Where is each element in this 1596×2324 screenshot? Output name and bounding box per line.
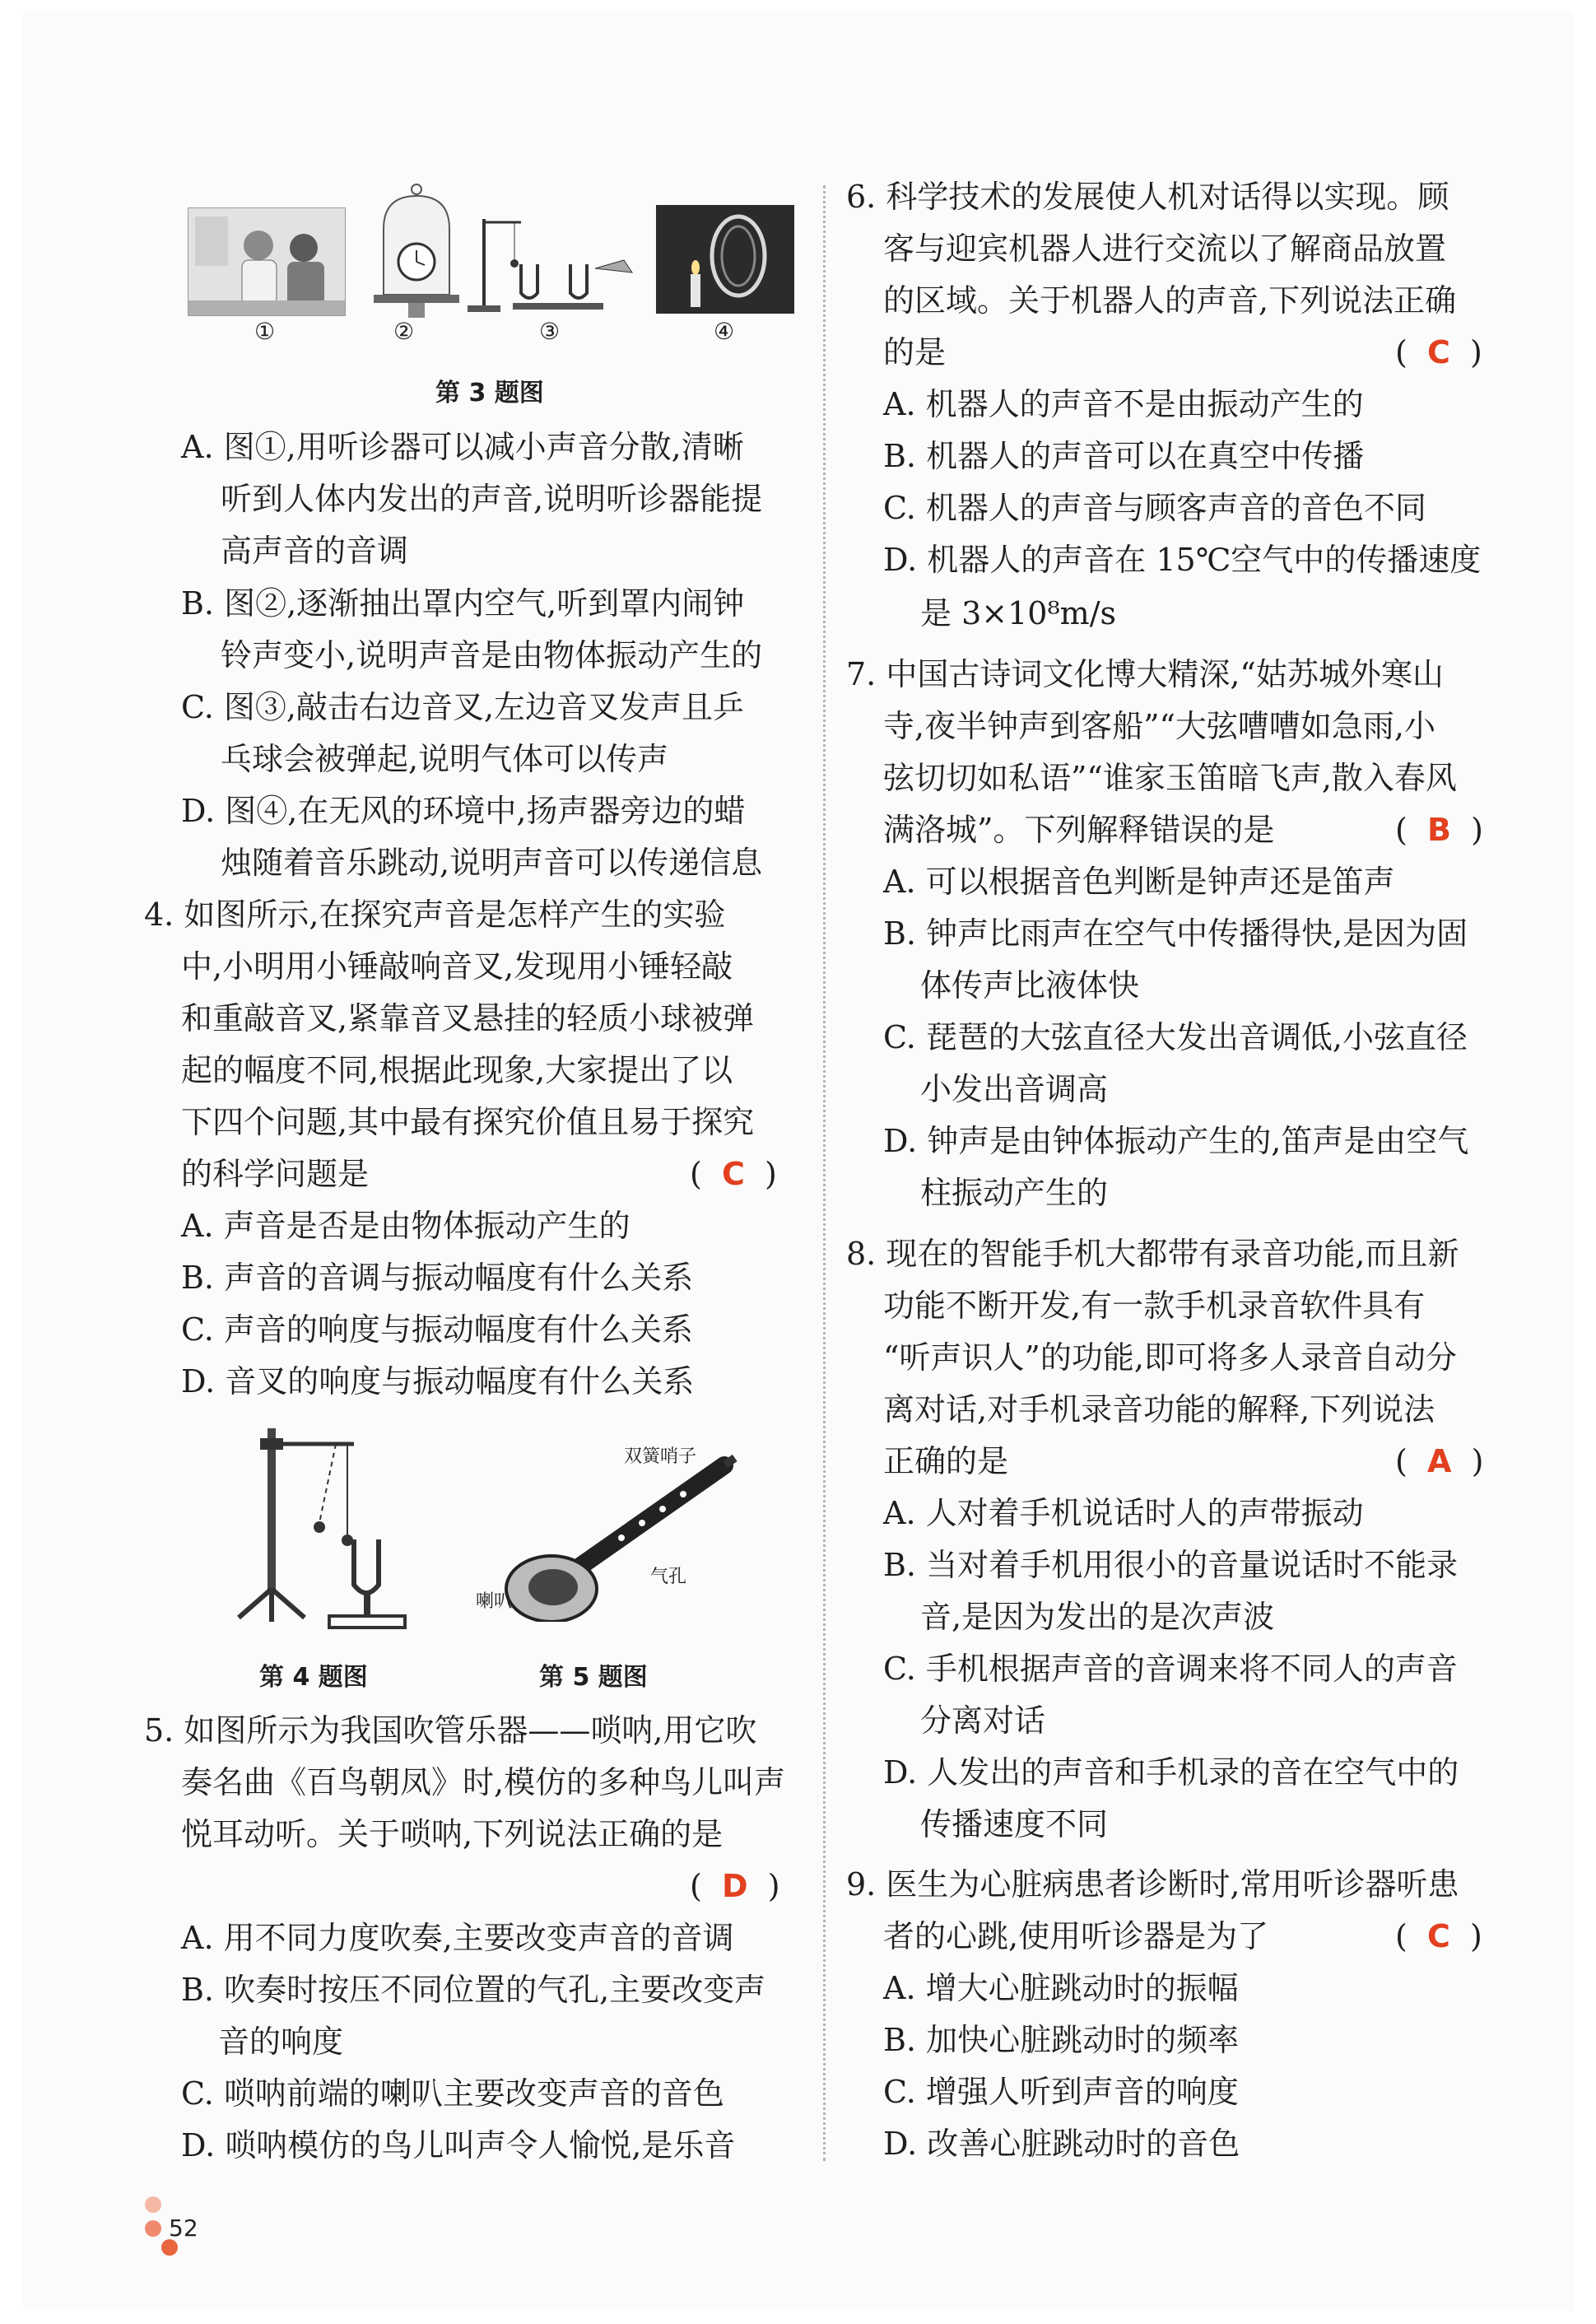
q4-option-d: D. 音叉的响度与振动幅度有什么关系 <box>181 1363 695 1400</box>
q3-option-b-line2: 铃声变小,说明声音是由物体振动产生的 <box>221 637 763 673</box>
q4-answer-blank: ( C ) <box>690 1156 777 1192</box>
figure-3-2-bell-jar <box>367 179 466 319</box>
page-number: 52 <box>169 2215 198 2242</box>
q7-answer-blank: ( B ) <box>1395 812 1483 848</box>
figure-3-label-2: ② <box>393 318 415 345</box>
q8-answer: A <box>1426 1443 1452 1479</box>
q6-option-a: A. 机器人的声音不是由振动产生的 <box>883 386 1364 422</box>
q8-option-d-line2: 传播速度不同 <box>920 1806 1109 1842</box>
q9-option-d: D. 改善心脏跳动时的音色 <box>883 2126 1240 2162</box>
figure-3-label-4: ④ <box>714 318 735 345</box>
q5-answer-blank: ( D ) <box>690 1868 780 1904</box>
q8-option-b-line2: 音,是因为发出的是次声波 <box>920 1599 1275 1635</box>
q5-option-d: D. 唢呐模仿的鸟儿叫声令人愉悦,是乐音 <box>181 2127 736 2163</box>
q7-option-b-line1: B. 钟声比雨声在空气中传播得快,是因为固 <box>883 915 1468 952</box>
q4-stem-line3: 和重敲音叉,紧靠音叉悬挂的轻质小球被弹 <box>181 1000 755 1036</box>
q4-stem-line4: 起的幅度不同,根据此现象,大家提出了以 <box>181 1052 733 1088</box>
q8-option-c-line1: C. 手机根据声音的音调来将不同人的声音 <box>883 1651 1458 1687</box>
q8-stem-line2: 功能不断开发,有一款手机录音软件具有 <box>883 1288 1426 1324</box>
q7-stem-line2: 寺,夜半钟声到客船”“大弦嘈嘈如急雨,小 <box>883 708 1436 744</box>
q7-stem-line1: 7. 中国古诗词文化博大精深,“姑苏城外寒山 <box>846 656 1444 692</box>
q8-stem-line5: 正确的是 <box>883 1443 1009 1479</box>
q7-option-c-line1: C. 琵琶的大弦直径大发出音调低,小弦直径 <box>883 1019 1468 1055</box>
q6-stem-line2: 客与迎宾机器人进行交流以了解商品放置 <box>883 231 1447 267</box>
q8-stem-line1: 8. 现在的智能手机大都带有录音功能,而且新 <box>846 1236 1459 1272</box>
decorative-dot-3 <box>161 2239 178 2256</box>
q3-option-c-line2: 乓球会被弹起,说明气体可以传声 <box>221 741 669 777</box>
q4-stem-line2: 中,小明用小锤敲响音叉,发现用小锤轻敲 <box>181 948 733 985</box>
q9-stem-line2: 者的心跳,使用听诊器是为了 <box>883 1918 1269 1954</box>
decorative-dot-1 <box>145 2196 161 2213</box>
q3-option-d-line2: 烛随着音乐跳动,说明声音可以传递信息 <box>221 845 763 881</box>
q4-option-a: A. 声音是否是由物体振动产生的 <box>181 1208 630 1244</box>
q5-stem-line1: 5. 如图所示为我国吹管乐器——唢呐,用它吹 <box>144 1712 757 1749</box>
q4-answer: C <box>721 1156 745 1192</box>
q7-answer: B <box>1426 812 1451 848</box>
q6-option-d-line2: 是 3×10⁸m/s <box>920 595 1117 631</box>
figure-5-label-hole: 气孔 <box>650 1567 687 1587</box>
figure-3-caption: 第 3 题图 <box>435 379 544 408</box>
q9-option-a: A. 增大心脏跳动时的振幅 <box>883 1970 1239 2006</box>
q6-stem-line1: 6. 科学技术的发展使人机对话得以实现。顾 <box>846 179 1449 215</box>
q4-option-c: C. 声音的响度与振动幅度有什么关系 <box>181 1311 693 1348</box>
figure-4-tuning-fork-stand <box>222 1420 420 1634</box>
q4-stem-line1: 4. 如图所示,在探究声音是怎样产生的实验 <box>144 897 726 933</box>
q9-answer-blank: ( C ) <box>1395 1918 1482 1954</box>
figure-3-label-1: ① <box>254 318 276 345</box>
q5-stem-line3: 悦耳动听。关于唢呐,下列说法正确的是 <box>181 1816 724 1852</box>
figure-4-caption: 第 4 题图 <box>259 1663 368 1692</box>
q8-option-c-line2: 分离对话 <box>920 1702 1046 1739</box>
figure-3-4-speaker-candle <box>656 205 794 314</box>
figure-5-caption: 第 5 题图 <box>539 1663 648 1692</box>
q5-option-b-line1: B. 吹奏时按压不同位置的气孔,主要改变声 <box>181 1972 766 2008</box>
q7-option-c-line2: 小发出音调高 <box>920 1071 1109 1107</box>
q5-option-c: C. 唢呐前端的喇叭主要改变声音的音色 <box>181 2075 724 2112</box>
figure-5-label-reed: 双簧哨子 <box>624 1446 697 1467</box>
q5-option-b-line2: 音的响度 <box>218 2024 344 2060</box>
q5-answer: D <box>721 1868 748 1904</box>
q6-option-d-line1: D. 机器人的声音在 15℃空气中的传播速度 <box>883 542 1482 578</box>
q3-option-a-line3: 高声音的音调 <box>221 533 409 569</box>
q9-option-c: C. 增强人听到声音的响度 <box>883 2074 1239 2110</box>
q5-option-a: A. 用不同力度吹奏,主要改变声音的音调 <box>181 1920 734 1956</box>
column-divider <box>823 185 826 2161</box>
q6-stem-line4: 的是 <box>883 334 947 370</box>
q4-stem-line6: 的科学问题是 <box>181 1156 370 1192</box>
q7-stem-line4: 满洛城”。下列解释错误的是 <box>883 812 1275 848</box>
figure-5-label-bell: 喇叭 <box>476 1591 513 1612</box>
q6-option-b: B. 机器人的声音可以在真空中传播 <box>883 438 1365 474</box>
q3-option-d-line1: D. 图④,在无风的环境中,扬声器旁边的蜡 <box>181 793 746 829</box>
q7-option-d-line1: D. 钟声是由钟体振动产生的,笛声是由空气 <box>883 1123 1469 1159</box>
q3-option-c-line1: C. 图③,敲击右边音叉,左边音叉发声且乒 <box>181 689 745 725</box>
q7-option-a: A. 可以根据音色判断是钟声还是笛声 <box>883 864 1395 900</box>
q8-option-d-line1: D. 人发出的声音和手机录的音在空气中的 <box>883 1754 1459 1791</box>
q7-option-d-line2: 柱振动产生的 <box>920 1175 1109 1211</box>
figure-5-suona <box>477 1432 749 1622</box>
q3-option-b-line1: B. 图②,逐渐抽出罩内空气,听到罩内闹钟 <box>181 585 745 622</box>
q8-stem-line3: “听声识人”的功能,即可将多人录音自动分 <box>883 1339 1457 1376</box>
q8-option-a: A. 人对着手机说话时人的声带振动 <box>883 1495 1364 1531</box>
q6-stem-line3: 的区域。关于机器人的声音,下列说法正确 <box>883 282 1457 319</box>
q8-option-b-line1: B. 当对着手机用很小的音量说话时不能录 <box>883 1547 1459 1583</box>
q6-option-c: C. 机器人的声音与顾客声音的音色不同 <box>883 490 1426 526</box>
q9-answer: C <box>1426 1918 1450 1954</box>
q9-option-b: B. 加快心脏跳动时的频率 <box>883 2022 1240 2058</box>
q3-option-a-line1: A. 图①,用听诊器可以减小声音分散,清晰 <box>181 429 744 465</box>
q6-answer: C <box>1426 334 1450 370</box>
decorative-dot-2 <box>145 2220 161 2237</box>
figure-3-label-3: ③ <box>539 318 561 345</box>
q6-answer-blank: ( C ) <box>1395 334 1482 370</box>
q7-option-b-line2: 体传声比液体快 <box>920 967 1140 1004</box>
q9-stem-line1: 9. 医生为心脏病患者诊断时,常用听诊器听患 <box>846 1866 1459 1903</box>
q4-stem-line5: 下四个问题,其中最有探究价值且易于探究 <box>181 1104 755 1140</box>
q3-option-a-line2: 听到人体内发出的声音,说明听诊器能提 <box>221 481 763 517</box>
q8-stem-line4: 离对话,对手机录音功能的解释,下列说法 <box>883 1391 1435 1427</box>
q7-stem-line3: 弦切切如私语”“谁家玉笛暗飞声,散入春风 <box>883 760 1457 796</box>
figure-3-3-tuning-forks <box>463 211 644 318</box>
figure-3-1-doctor-image <box>188 207 346 316</box>
q5-stem-line2: 奏名曲《百鸟朝凤》时,模仿的多种鸟儿叫声 <box>181 1764 786 1800</box>
q8-answer-blank: ( A ) <box>1395 1443 1484 1479</box>
q4-option-b: B. 声音的音调与振动幅度有什么关系 <box>181 1260 694 1296</box>
